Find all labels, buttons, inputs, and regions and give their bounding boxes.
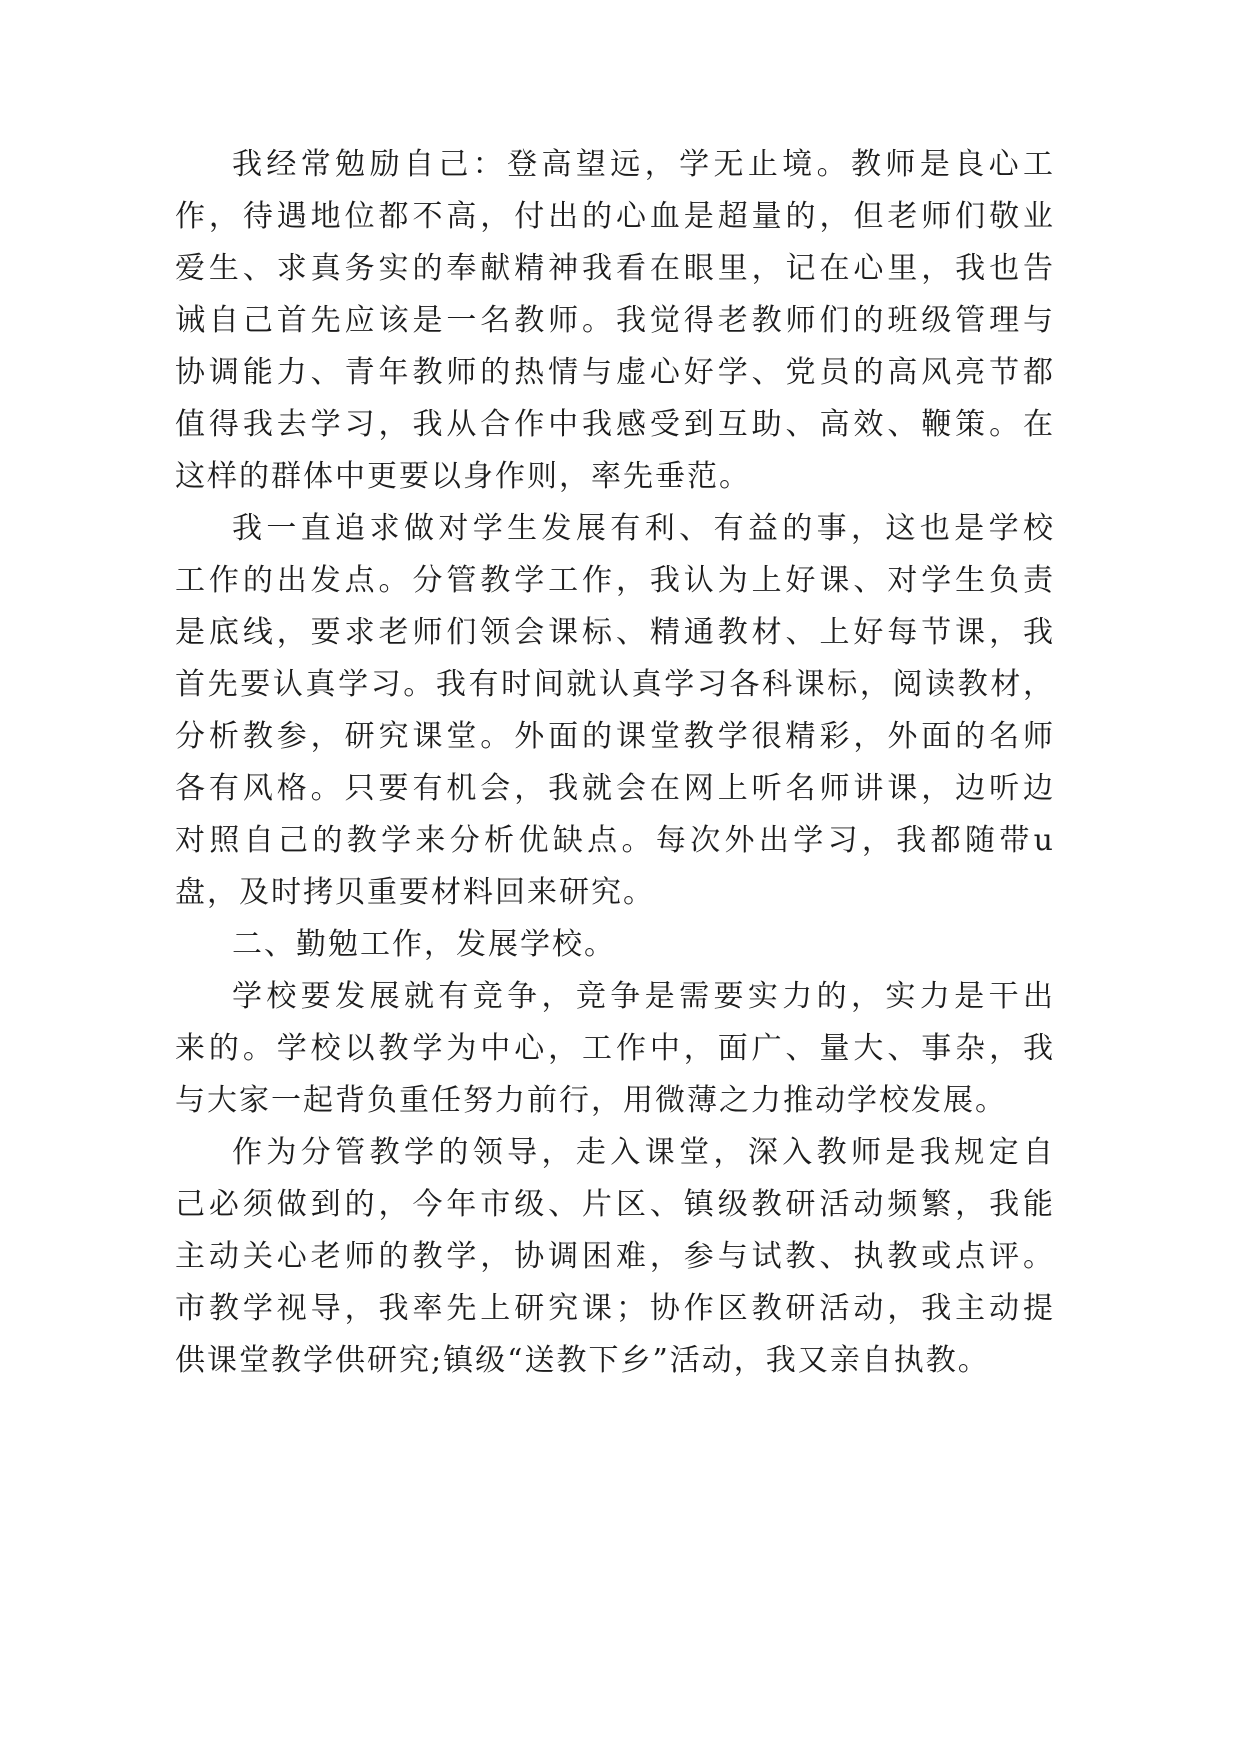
text-line: 市教学视导，我率先上研究课；协作区教研活动，我主动提 (175, 1291, 1055, 1326)
text-line: 工作的出发点。分管教学工作，我认为上好课、对学生负责 (175, 563, 1055, 598)
text-line: 主动关心老师的教学，协调困难，参与试教、执教或点评。 (175, 1239, 1055, 1274)
text-line: 供课堂教学供研究;镇级“送教下乡”活动，我又亲自执教。 (175, 1343, 990, 1378)
text-line: 诫自己首先应该是一名教师。我觉得老教师们的班级管理与 (175, 303, 1055, 338)
document-body (175, 139, 1055, 1387)
text-line: 对照自己的教学来分析优缺点。每次外出学习，我都随带u (175, 823, 1055, 858)
text-line: 各有风格。只要有机会，我就会在网上听名师讲课，边听边 (175, 771, 1055, 806)
text-line: 分析教参，研究课堂。外面的课堂教学很精彩，外面的名师 (175, 719, 1055, 754)
heading-line: 二、勤勉工作，发展学校。 (232, 927, 616, 962)
text-line: 是底线，要求老师们领会课标、精通教材、上好每节课，我 (175, 615, 1055, 650)
text-line: 作为分管教学的领导，走入课堂，深入教师是我规定自 (232, 1135, 1055, 1170)
text-line: 我经常勉励自己：登高望远，学无止境。教师是良心工 (232, 147, 1055, 182)
text-line: 这样的群体中更要以身作则，率先垂范。 (175, 459, 751, 494)
text-line: 盘，及时拷贝重要材料回来研究。 (175, 875, 655, 910)
text-line: 首先要认真学习。我有时间就认真学习各科课标，阅读教材， (175, 667, 1055, 702)
text-line: 爱生、求真务实的奉献精神我看在眼里，记在心里，我也告 (175, 251, 1055, 286)
paragraph (175, 971, 1055, 1127)
text-line: 作，待遇地位都不高，付出的心血是超量的，但老师们敬业 (175, 199, 1055, 234)
text-line: 来的。学校以教学为中心，工作中，面广、量大、事杂，我 (175, 1031, 1055, 1066)
paragraph (175, 139, 1055, 503)
text-line: 与大家一起背负重任努力前行，用微薄之力推动学校发展。 (175, 1083, 1007, 1118)
text-line: 协调能力、青年教师的热情与虚心好学、党员的高风亮节都 (175, 355, 1055, 390)
paragraph (175, 503, 1055, 919)
text-line: 我一直追求做对学生发展有利、有益的事，这也是学校 (232, 511, 1055, 546)
paragraph (175, 1127, 1055, 1387)
text-line: 己必须做到的，今年市级、片区、镇级教研活动频繁，我能 (175, 1187, 1055, 1222)
text-line: 学校要发展就有竞争，竞争是需要实力的，实力是干出 (232, 979, 1055, 1014)
section-heading (175, 919, 1055, 971)
text-line: 值得我去学习，我从合作中我感受到互助、高效、鞭策。在 (175, 407, 1055, 442)
